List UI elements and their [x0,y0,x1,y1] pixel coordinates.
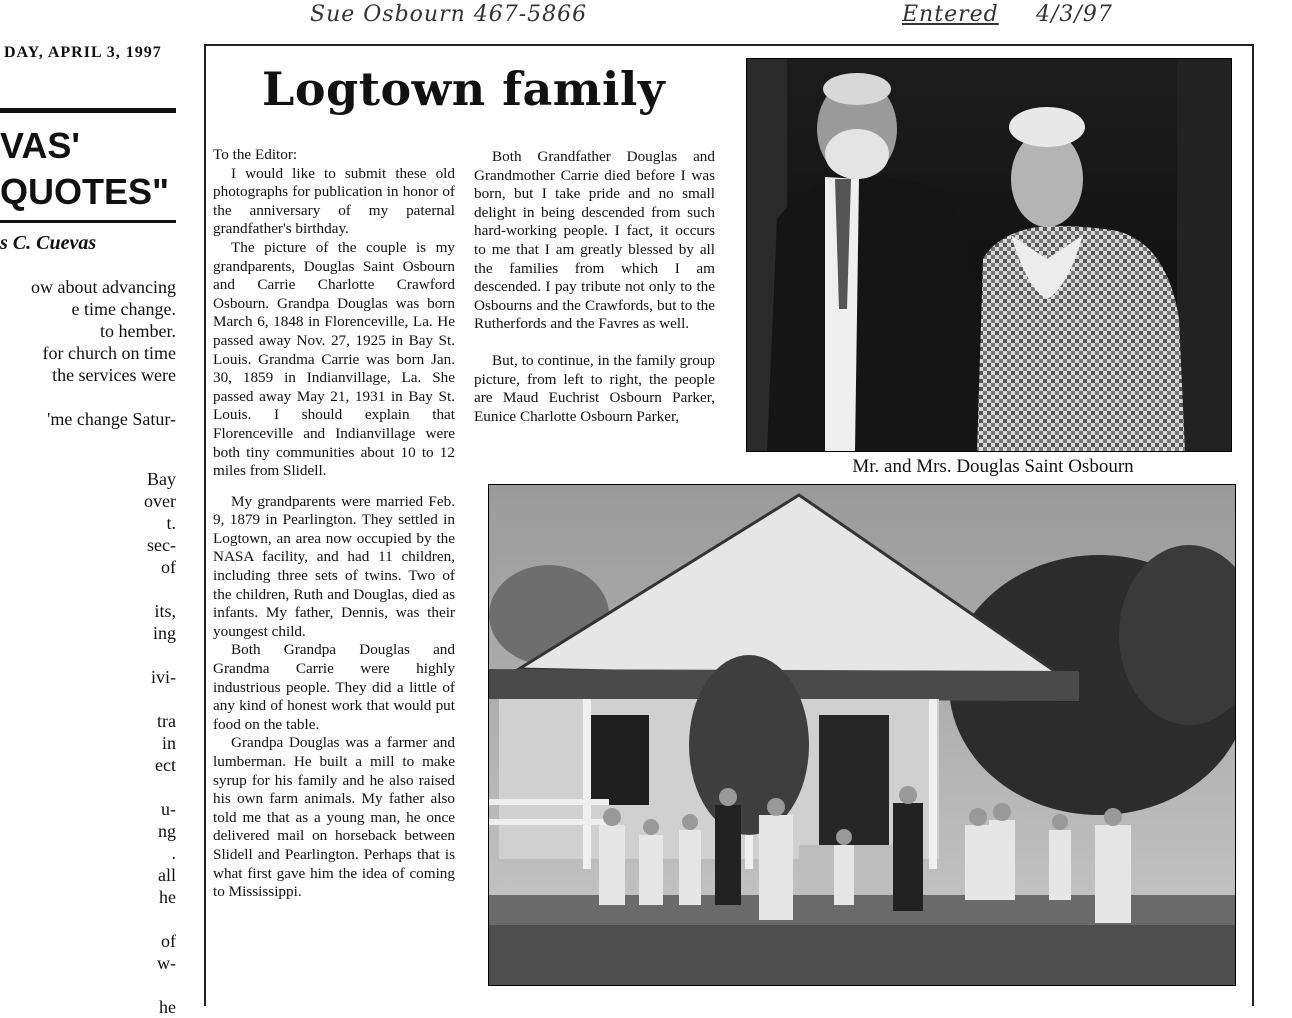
left-column-fragment: he [159,887,176,907]
left-column-line: the services were [52,365,176,385]
left-column-fragment: ivi- [151,667,176,687]
divider [0,108,176,113]
left-headline: QUOTES" [0,171,170,212]
left-column-fragment: of [161,931,176,951]
left-column-fragment: tra [157,711,176,731]
left-column-fragment: . [171,843,176,863]
left-byline: s C. Cuevas [0,232,97,254]
article-column-2 [474,148,715,426]
left-column-fragment: of [161,557,176,577]
left-column-fragment: in [161,733,176,753]
article-column-1 [213,146,455,902]
couple-portrait-photo [746,58,1232,452]
handwritten-entered: Entered [902,2,999,27]
left-headline: VAS' [0,125,80,166]
handwritten-date: 4/3/97 [1036,2,1113,27]
left-column-fragment: ng [158,821,176,841]
paragraph: But, to continue, in the family group picture, from left to right, the people are Maud Euchrist Osbourn Parker, Eunice Charlotte Osbourn Parker, [474,351,715,425]
left-column-fragment: t. [166,513,176,533]
left-column-line: e time change. [71,299,176,319]
left-column-fragment: ing [152,623,176,643]
left-column-fragment: he [159,997,176,1017]
left-column-fragment: over [144,491,176,511]
salutation: To the Editor: [213,146,298,163]
left-column-fragment: its, [154,601,176,621]
left-column-fragment: w- [157,953,176,973]
left-column-line: for church on time [42,343,176,363]
left-column-line: to hember. [100,321,176,341]
left-column-fragment: sec- [147,535,176,555]
paragraph: I would like to submit these old photographs for publication in honor of the anniversary of my paternal grandfather's birthday. [213,164,455,238]
article-title: Logtown family [262,62,666,116]
left-column-fragment: Bay [147,469,176,489]
handwritten-note: Sue Osbourn 467-5866 [310,2,588,27]
left-column-fragment: all [158,865,176,885]
dateline: DAY, APRIL 3, 1997 [4,44,162,61]
photo-caption: Mr. and Mrs. Douglas Saint Osbourn [852,456,1134,477]
paragraph: Both Grandfather Douglas and Grandmother Carrie died before I was born, but I take pride and no small delight in being descended from such hard-working people. I fact, it occurs to me that I am greatly blessed by all the families from which I am descended. I pay tribute not only to the Osbourns and the Crawfords, but to the Rutherfords and the Favres as well. [474,148,715,333]
left-column-fragment: u- [161,799,176,819]
paragraph: Grandpa Douglas was a farmer and lumberman. He built a mill to make syrup for his family and he also raised his own farm animals. My father also told me that as a young man, he once delivered mail on horseback between Slidell and Pearlington. Perhaps that is what first gave him the idea of coming to Mississippi. [213,734,455,901]
paragraph: My grandparents were married Feb. 9, 1879 in Pearlington. They settled in Logtown, an area now occupied by the NASA facility, and had 11 children, including three sets of twins. Two of the children, Ruth and Douglas, died as infants. My father, Dennis, was their youngest child. [213,492,455,640]
left-column-line: 'me change Satur- [47,409,176,429]
left-column-fragment: ect [155,755,176,775]
divider [0,220,176,223]
paragraph: Both Grandpa Douglas and Grandma Carrie were highly industrious people. They did a little of any kind of honest work that would put food on the table. [213,641,455,733]
left-column-line: ow about advancing [31,277,176,297]
paragraph: The picture of the couple is my grandparents, Douglas Saint Osbourn and Carrie Charlotte Crawford Osbourn. Grandpa Douglas was born March 6, 1848 in Florenceville, La. He passed away Nov. 27, 1925 in Bay St. Louis. Grandma Carrie was born Jan. 30, 1859 in Indianvillage, La. She passed away May 21, 1931 in Bay St. Louis. I should explain that Florenceville and Indianvillage were both tiny communities about 10 to 12 miles from Slidell. [213,238,455,480]
family-house-photo [488,484,1236,986]
